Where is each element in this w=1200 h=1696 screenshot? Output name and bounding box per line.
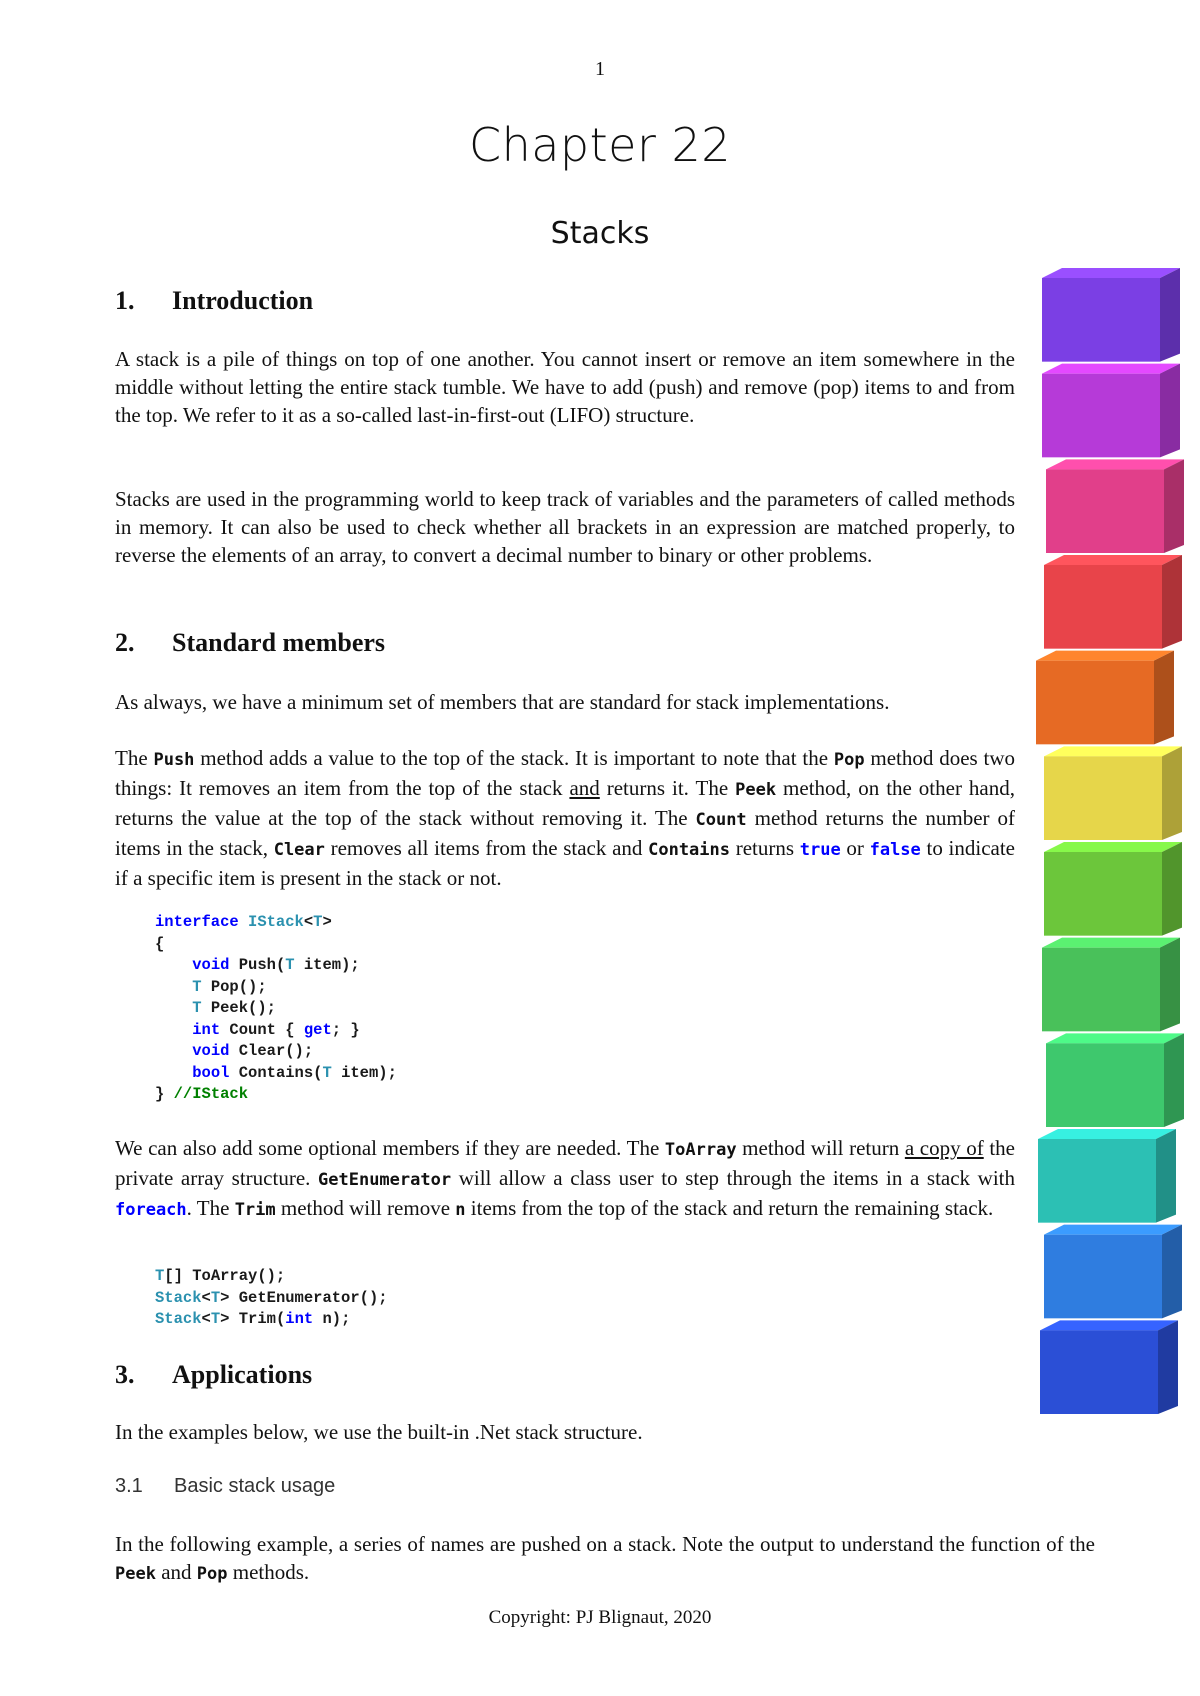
section-number: 1.	[115, 286, 135, 315]
cube-side	[1164, 1033, 1184, 1127]
cube-front	[1044, 565, 1162, 649]
code-block-optional-members: T[] ToArray(); Stack<T> GetEnumerator(); Stack<T> Trim(int n);	[155, 1267, 388, 1328]
cube-side	[1154, 651, 1174, 745]
cube-top	[1046, 1033, 1184, 1043]
cube-side	[1160, 938, 1180, 1032]
cube-stack-image	[1030, 268, 1190, 1416]
inline-code: true	[799, 840, 841, 860]
cube-side	[1160, 364, 1180, 458]
inline-code: Contains	[648, 840, 730, 860]
cube-front	[1044, 852, 1162, 936]
cube-side	[1160, 268, 1180, 362]
cube-top	[1044, 1225, 1182, 1235]
subsection-number: 3.1	[115, 1475, 143, 1497]
cube-front	[1042, 948, 1160, 1032]
cube-top	[1042, 938, 1180, 948]
applications-paragraph-1: In the examples below, we use the built-in .Net stack structure.	[115, 1420, 643, 1444]
intro-paragraph-1: A stack is a pile of things on top of one another. You cannot insert or remove an item somewhere in the middle without letting the entire stack tumble. We have to add (push) and remove (pop) items to and from the top. We refer to it as a so-called last-in-first-out (LIFO) structure.	[115, 347, 1015, 427]
cube-front	[1042, 278, 1160, 362]
section-heading-standard-members	[115, 628, 715, 662]
subsection-heading-basic-stack-usage	[115, 1475, 715, 1503]
section-title: Applications	[172, 1360, 313, 1389]
cube-front	[1038, 1139, 1156, 1223]
inline-code: Peek	[115, 1564, 156, 1584]
cube-side	[1162, 555, 1182, 649]
inline-code: n	[455, 1200, 466, 1220]
inline-code: foreach	[115, 1200, 187, 1220]
cube-top	[1044, 746, 1182, 756]
cube-top	[1044, 842, 1182, 852]
cube-front	[1036, 661, 1154, 745]
members-paragraph-2: The Push method adds a value to the top of the stack. It is important to note that the Pop method does two things: It removes an item from the top of the stack and returns it. The Peek method, on the other hand, returns the value at the top of the stack without removing it. The Count method returns the number of items in the stack, Clear removes all items from the stack and Contains returns true or false to indicate if a specific item is present in the stack or not.	[115, 746, 1016, 890]
cube-top	[1042, 268, 1180, 278]
section-title: Introduction	[172, 286, 314, 315]
cube-side	[1162, 746, 1182, 840]
underlined-text: and	[569, 776, 600, 800]
code-block-istack: interface IStack<T> { void Push(T item); T Pop(); T Peek(); int Count { get; } void Clear(); bool Contains(T item); } //IStack	[155, 913, 397, 1103]
inline-code: Trim	[234, 1200, 276, 1220]
cube-top	[1040, 1320, 1178, 1330]
intro-paragraph-2: Stacks are used in the programming world to keep track of variables and the parameters of called methods in memory. It can also be used to check whether all brackets in an expression are matched properly, to reverse the elements of an array, to convert a decimal number to binary or other problems.	[115, 487, 1015, 567]
subsection-title: Basic stack usage	[174, 1475, 336, 1497]
cube-side	[1156, 1129, 1176, 1223]
inline-code: false	[869, 840, 921, 860]
section-title: Standard members	[172, 628, 386, 657]
chapter-title: Chapter 22	[468, 118, 732, 172]
applications-paragraph-2: In the following example, a series of names are pushed on a stack. Note the output to understand the function of the Peek and Pop methods.	[115, 1532, 1095, 1584]
cube-side	[1162, 842, 1182, 936]
inline-code: ToArray	[664, 1140, 737, 1160]
cube-top	[1044, 555, 1182, 565]
members-paragraph-1: As always, we have a minimum set of members that are standard for stack implementations.	[115, 690, 890, 714]
inline-code: GetEnumerator	[318, 1170, 452, 1190]
cube-top	[1036, 651, 1174, 661]
underlined-text: a copy of	[904, 1136, 984, 1160]
cube-top	[1038, 1129, 1176, 1139]
section-heading-applications	[115, 1360, 715, 1394]
section-number: 3.	[115, 1360, 135, 1389]
cube-front	[1040, 1330, 1158, 1414]
cube-front	[1046, 1043, 1164, 1127]
inline-code: Push	[153, 750, 195, 770]
inline-code: Pop	[833, 750, 865, 770]
section-heading-introduction	[115, 286, 715, 320]
cube-front	[1044, 756, 1162, 840]
page-number: 1	[595, 58, 605, 80]
chapter-subtitle: Stacks	[550, 216, 650, 251]
members-paragraph-3: We can also add some optional members if they are needed. The ToArray method will return a copy of the private array structure. GetEnumerator will allow a class user to step through the items in a stack with foreach. The Trim method will remove n items from the top of the stack and return the remaining stack.	[115, 1136, 1015, 1220]
cube-top	[1042, 364, 1180, 374]
inline-code: Pop	[196, 1564, 228, 1584]
cube-front	[1042, 374, 1160, 458]
cube-front	[1046, 469, 1164, 553]
section-number: 2.	[115, 628, 135, 657]
inline-code: Peek	[735, 780, 777, 800]
footer-copyright: Copyright: PJ Blignaut, 2020	[488, 1607, 712, 1628]
cube-side	[1162, 1225, 1182, 1319]
inline-code: Clear	[273, 840, 325, 860]
inline-code: Count	[695, 810, 747, 830]
cube-front	[1044, 1235, 1162, 1319]
cube-top	[1046, 459, 1184, 469]
cube-side	[1164, 459, 1184, 553]
cube-side	[1158, 1320, 1178, 1414]
